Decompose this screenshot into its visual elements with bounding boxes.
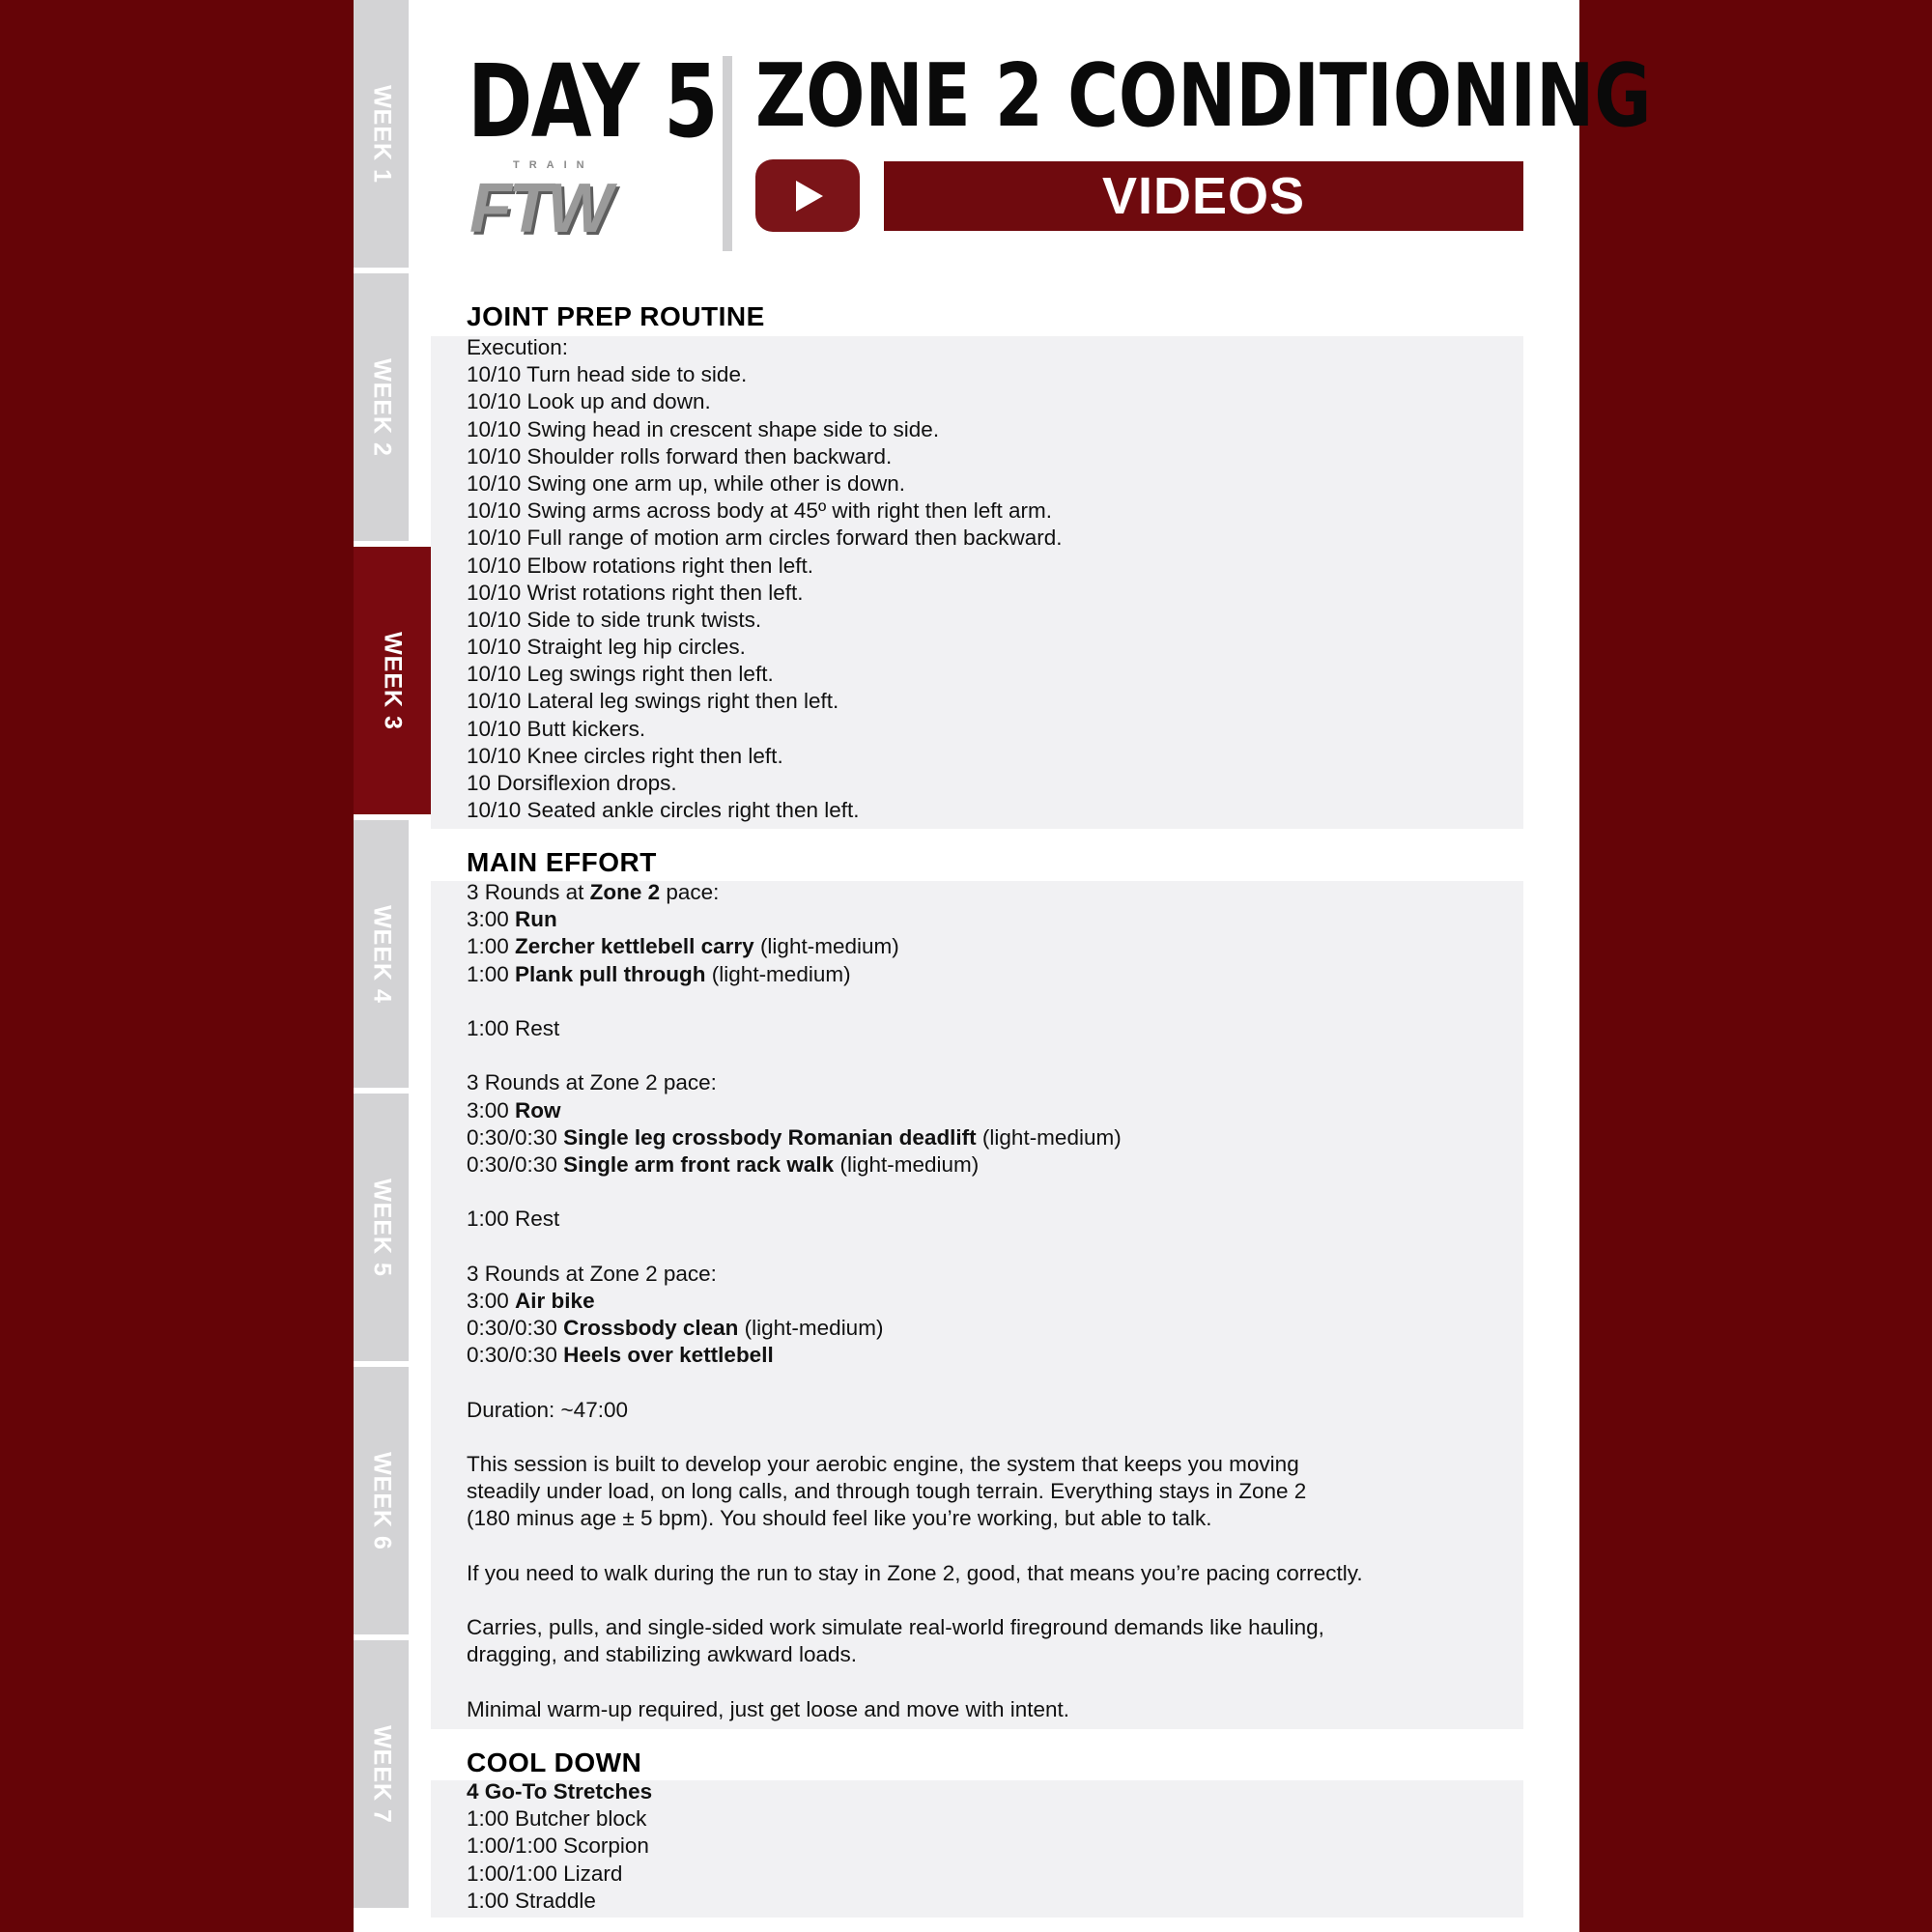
videos-button[interactable]: VIDEOS — [884, 161, 1523, 231]
list-item: 10/10 Swing arms across body at 45º with right then left arm. — [467, 498, 1053, 524]
list-item: 1:00 Zercher kettlebell carry (light-medium) — [467, 934, 899, 959]
list-item: 10/10 Swing head in crescent shape side to side. — [467, 416, 940, 441]
list-item: 10/10 Lateral leg swings right then left. — [467, 689, 839, 714]
paragraph-line: (180 minus age ± 5 bpm). You should feel like you’re working, but able to talk. — [467, 1506, 1212, 1531]
list-item: 3:00 Run — [467, 907, 557, 932]
train-ftw-logo — [469, 159, 624, 251]
list-item: 1:00/1:00 Scorpion — [467, 1833, 649, 1859]
paragraph-line: This session is built to develop your aerobic engine, the system that keeps you moving — [467, 1451, 1299, 1476]
tab-label: WEEK 3 — [379, 631, 407, 730]
header-divider — [723, 56, 732, 251]
cool-down-list — [467, 1778, 652, 1915]
tab-label: WEEK 2 — [368, 357, 395, 457]
paragraph-line: steadily under load, on long calls, and through tough terrain. Everything stays in Zone 2 — [467, 1479, 1307, 1504]
tab-label: WEEK 1 — [368, 84, 395, 184]
list-item: 0:30/0:30 Single leg crossbody Romanian deadlift (light-medium) — [467, 1124, 1122, 1150]
tab-label: WEEK 4 — [368, 904, 395, 1004]
list-item: Execution: — [467, 335, 569, 359]
youtube-play-icon[interactable] — [755, 159, 860, 232]
list-item: 10/10 Wrist rotations right then left. — [467, 580, 804, 605]
list-item: 0:30/0:30 Single arm front rack walk (light-medium) — [467, 1151, 980, 1177]
play-triangle-icon — [796, 181, 823, 212]
cool-down-title: COOL DOWN — [467, 1747, 642, 1777]
list-item: 10/10 Full range of motion arm circles forward then backward. — [467, 526, 1063, 551]
list-item: 10 Dorsiflexion drops. — [467, 771, 677, 795]
paragraph-line: dragging, and stabilizing awkward loads. — [467, 1642, 857, 1667]
week-tabs — [354, 0, 431, 1932]
logo-small-text: TRAIN — [513, 159, 594, 171]
rounds-intro: 3 Rounds at Zone 2 pace: — [467, 1261, 717, 1286]
joint-prep-list — [467, 334, 1063, 824]
tab-week-2[interactable] — [354, 273, 409, 544]
tab-week-5[interactable] — [354, 1094, 409, 1364]
list-item: 10/10 Side to side trunk twists. — [467, 607, 762, 632]
tab-week-3[interactable] — [354, 547, 431, 817]
main-effort-title: MAIN EFFORT — [467, 847, 657, 877]
rounds-intro: 3 Rounds at Zone 2 pace: — [467, 880, 720, 904]
list-item: 0:30/0:30 Heels over kettlebell — [467, 1343, 774, 1368]
tab-week-1[interactable] — [354, 0, 409, 270]
rounds-intro: 3 Rounds at Zone 2 pace: — [467, 1070, 717, 1095]
list-item: 1:00/1:00 Lizard — [467, 1861, 623, 1886]
list-item: 0:30/0:30 Crossbody clean (light-medium) — [467, 1316, 884, 1340]
tab-label: WEEK 6 — [368, 1451, 395, 1550]
list-item: 1:00 Straddle — [467, 1888, 596, 1913]
list-item: 10/10 Straight leg hip circles. — [467, 635, 746, 660]
list-item: 10/10 Elbow rotations right then left. — [467, 553, 813, 578]
day-heading: DAY 5 — [468, 43, 717, 160]
paragraph-line: Minimal warm-up required, just get loose and move with intent. — [467, 1696, 1070, 1721]
list-item: 10/10 Shoulder rolls forward then backward. — [467, 443, 893, 469]
list-item: 10/10 Knee circles right then left. — [467, 743, 783, 768]
tab-label: WEEK 7 — [368, 1724, 395, 1824]
tab-week-7[interactable] — [354, 1640, 409, 1911]
tab-week-4[interactable] — [354, 820, 409, 1091]
list-item: 10/10 Turn head side to side. — [467, 362, 748, 387]
page-title: ZONE 2 CONDITIONING — [755, 45, 1652, 147]
main-effort-content — [467, 879, 1363, 1723]
duration-line: Duration: ~47:00 — [467, 1397, 628, 1422]
list-item: 1:00 Plank pull through (light-medium) — [467, 961, 851, 986]
list-item: 10/10 Butt kickers. — [467, 716, 646, 741]
list-item: 3:00 Air bike — [467, 1288, 595, 1313]
rest-line: 1:00 Rest — [467, 1207, 560, 1232]
rest-line: 1:00 Rest — [467, 1015, 560, 1040]
list-item: 3:00 Row — [467, 1097, 561, 1122]
list-item: 10/10 Leg swings right then left. — [467, 662, 774, 687]
paragraph-line: If you need to walk during the run to stay in Zone 2, good, that means you’re pacing correctly. — [467, 1560, 1363, 1585]
paragraph-line: Carries, pulls, and single-sided work simulate real-world fireground demands like hauling, — [467, 1615, 1324, 1640]
tab-label: WEEK 5 — [368, 1178, 395, 1277]
list-item: 1:00 Butcher block — [467, 1806, 647, 1832]
cool-down-subtitle: 4 Go-To Stretches — [467, 1779, 653, 1804]
joint-prep-title: JOINT PREP ROUTINE — [467, 301, 765, 331]
list-item: 10/10 Look up and down. — [467, 389, 711, 414]
tab-week-6[interactable] — [354, 1367, 409, 1637]
logo-main-text: FTW — [469, 170, 609, 247]
list-item: 10/10 Swing one arm up, while other is down. — [467, 470, 906, 496]
list-item: 10/10 Seated ankle circles right then left. — [467, 798, 860, 823]
